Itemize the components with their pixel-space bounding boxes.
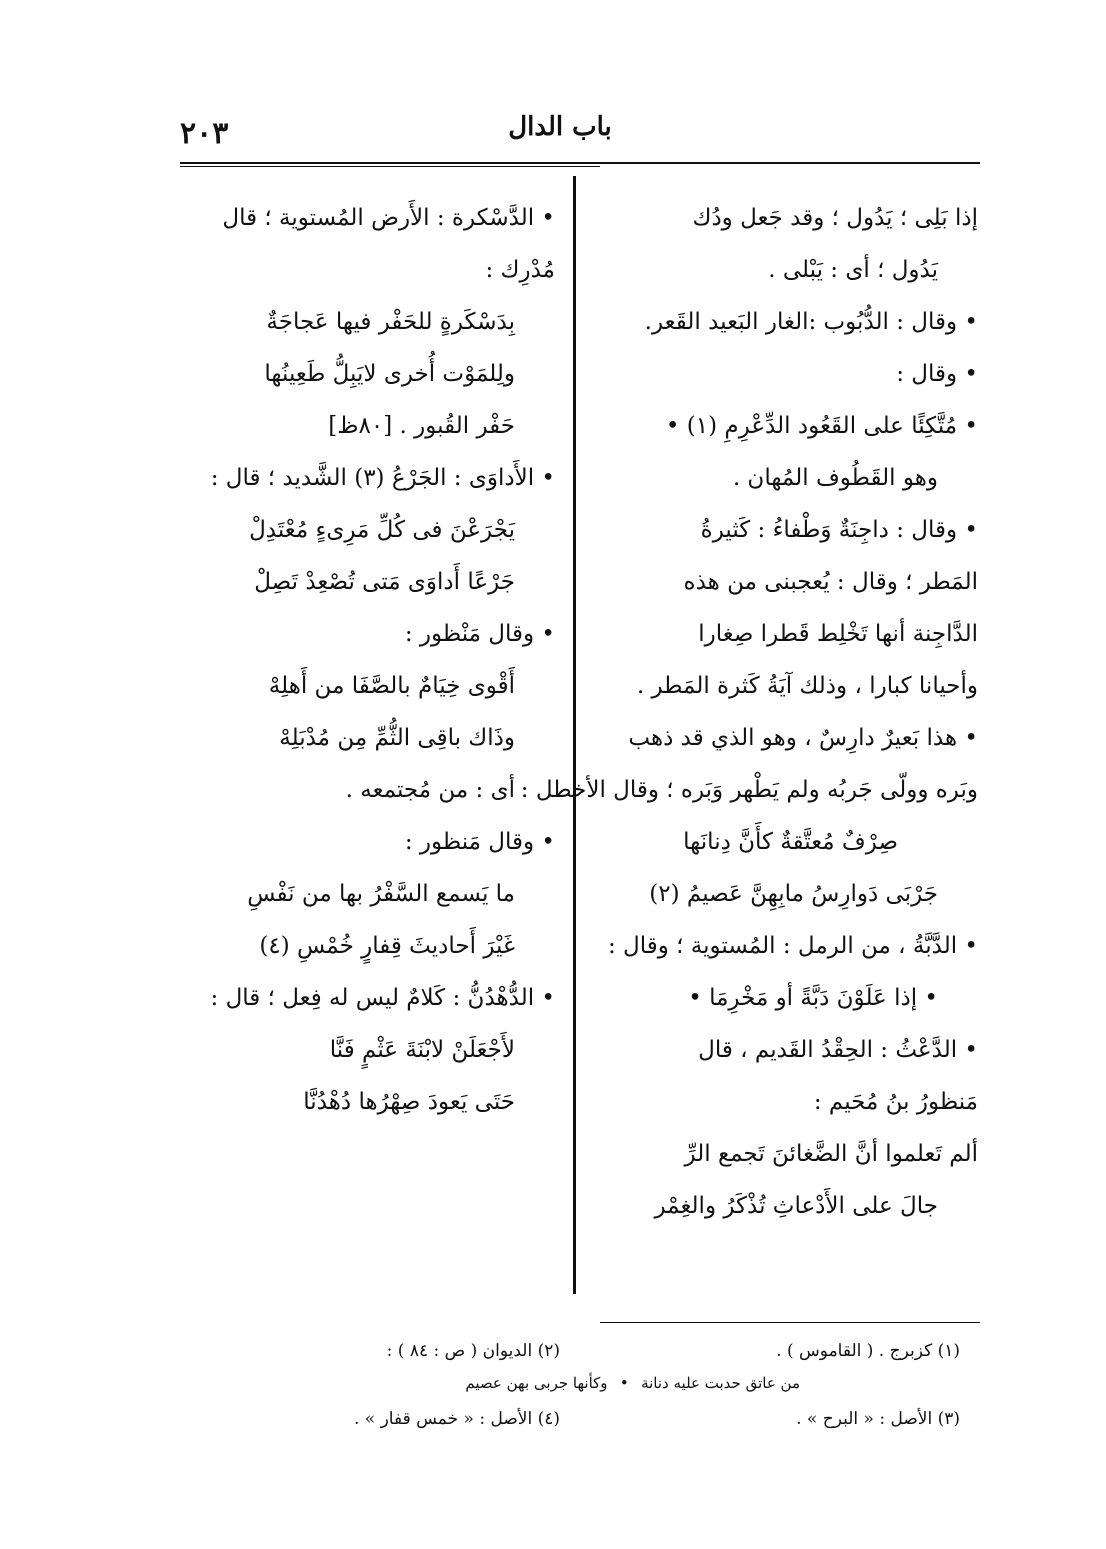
footnote-4: (٤) الأصل : « خمس قفار » . [353, 1409, 560, 1429]
text-line: • وقال مَنظور : [404, 829, 555, 855]
verse-line: • إذا عَلَوْنَ دَبَّةً أو مَخْرِمَا • [688, 985, 938, 1011]
verse-line: جَرْعًا أَداوَى مَتى تُصْعِدْ تَصِلْ [254, 569, 515, 595]
verse-line: • مُتَّكِئًا على القَعُود الدِّعْرِمِ (١) • [665, 413, 978, 439]
text-line: • الدَّعْثُ : الحِقْدُ القَديم ، قال [698, 1037, 978, 1063]
text-line: • وقال : [896, 361, 978, 387]
verse-line: ما يَسمع السَّفْرُ بها من نَفْسِ [247, 881, 515, 907]
text-line: • الأَداوَى : الجَرْعُ (٣) الشَّديد ؛ قال : [210, 465, 555, 491]
text-line: أى : من مُجتمعه . [345, 777, 515, 803]
text-line: • الدَّسْكرة : الأَرض المُستوية ؛ قال [222, 205, 555, 231]
text-line: حَفْر القُبور . [٨٠ظ] [328, 413, 515, 439]
text-line: الدَّاجِنة أنها تَخْلِط قَطرا صِغارا [698, 621, 978, 647]
text-line: • الدُّهْدُنُّ : كَلامٌ ليس له فِعل ؛ قال : [210, 985, 555, 1011]
header-rule [180, 162, 980, 164]
verse-line: لأَجْعَلَنْ لابْنَةَ عَثْمٍ فَنَّا [329, 1037, 515, 1063]
text-line: يَدُول ؛ أى : يَبْلى . [768, 257, 938, 283]
verse-line: صِرْفٌ مُعتَّقةٌ كأَنَّ دِنانَها [683, 829, 898, 855]
verse-line: بِدَسْكَرةٍ للحَفْر فيها عَجاجَةٌ [266, 309, 515, 335]
verse-line: جالَ على الأَدْعاثِ تُذْكَرُ والغِمْر [654, 1193, 938, 1219]
verse-line: ألم تَعلموا أنَّ الضَّغائنَ تَجمع الرِّ [684, 1141, 978, 1167]
text-line: وأحيانا كبارا ، وذلك آيَةُ كَثرة المَطر . [636, 673, 978, 699]
chapter-title: باب الدال [508, 112, 612, 142]
text-line: المَطر ؛ وقال : يُعجبنى من هذه [683, 569, 978, 595]
footnote-2: (٢) الديوان ( ص : ٨٤ ) : [386, 1341, 560, 1361]
text-line: • وقال : الدُّبُوب :الغار البَعيد القَعر. [644, 309, 978, 335]
footnote-2-verse-b: وكأنها جربى بهن عصيم [465, 1374, 608, 1392]
footnotes-left [300, 1334, 560, 1436]
footnote-rule [600, 1322, 980, 1323]
footnote-1: (١) كزبرج . ( القاموس ) . [776, 1341, 960, 1361]
text-line: • وقال : داجِنَةٌ وَطْفاءُ : كَثيرةُ [700, 517, 978, 543]
footnote-2-verse: من عاتق حدبت عليه دنانة • وكأنها جربى بهن عصيم [465, 1374, 800, 1392]
page-number: ٢٠٣ [180, 116, 229, 151]
footnote-2-verse-a: من عاتق حدبت عليه دنانة [641, 1374, 800, 1392]
column-divider [573, 176, 576, 1294]
text-line: مُدْرِك : [485, 257, 555, 283]
footnote-3: (٣) الأصل : « البرح » . [796, 1409, 960, 1429]
text-line: وهو القَطُوف المُهان . [732, 465, 938, 491]
text-line: • الدَّبَّةُ ، من الرمل : المُستوية ؛ وقال : [607, 933, 978, 959]
text-line: مَنظورُ بنُ مُحَيم : [813, 1089, 978, 1115]
text-line: وبَره وولّى جَربُه ولم يَطْهر وَبَره ؛ وقال الأخطل : [520, 777, 978, 803]
text-line: • وقال مَنْظور : [404, 621, 555, 647]
left-column [170, 192, 555, 1128]
verse-line: غَيْرَ أَحاديثَ قِفارٍ خُمْسِ (٤) [259, 933, 515, 959]
verse-line: أَقْوى خِيَامٌ بالصَّفَا من أَهلِهْ [268, 673, 515, 699]
verse-line: وذَاك باقِى الثُّمِّ مِن مُدْبَلِهْ [279, 725, 515, 751]
verse-line: ولِلمَوْت أُخرى لايَبِلُّ طَعِينُها [264, 361, 515, 387]
verse-line: حَتَى يَعودَ صِهْرُها دُهْدُنَّا [303, 1089, 515, 1115]
header-rule-secondary [180, 166, 600, 167]
text-line: إذا بَلِى ؛ يَدُول ؛ وقد جَعل ودُك [692, 205, 978, 231]
verse-line: يَجْرَعْنَ فى كُلِّ مَرِىءٍ مُعْتَدِلْ [249, 517, 515, 543]
verse-line: جَرْبَى دَوارِسُ مابِهِنَّ عَصيمُ (٢) [649, 881, 938, 907]
text-line: • هذا بَعيرٌ دارِسٌ ، وهو الذي قد ذهب [628, 725, 978, 751]
